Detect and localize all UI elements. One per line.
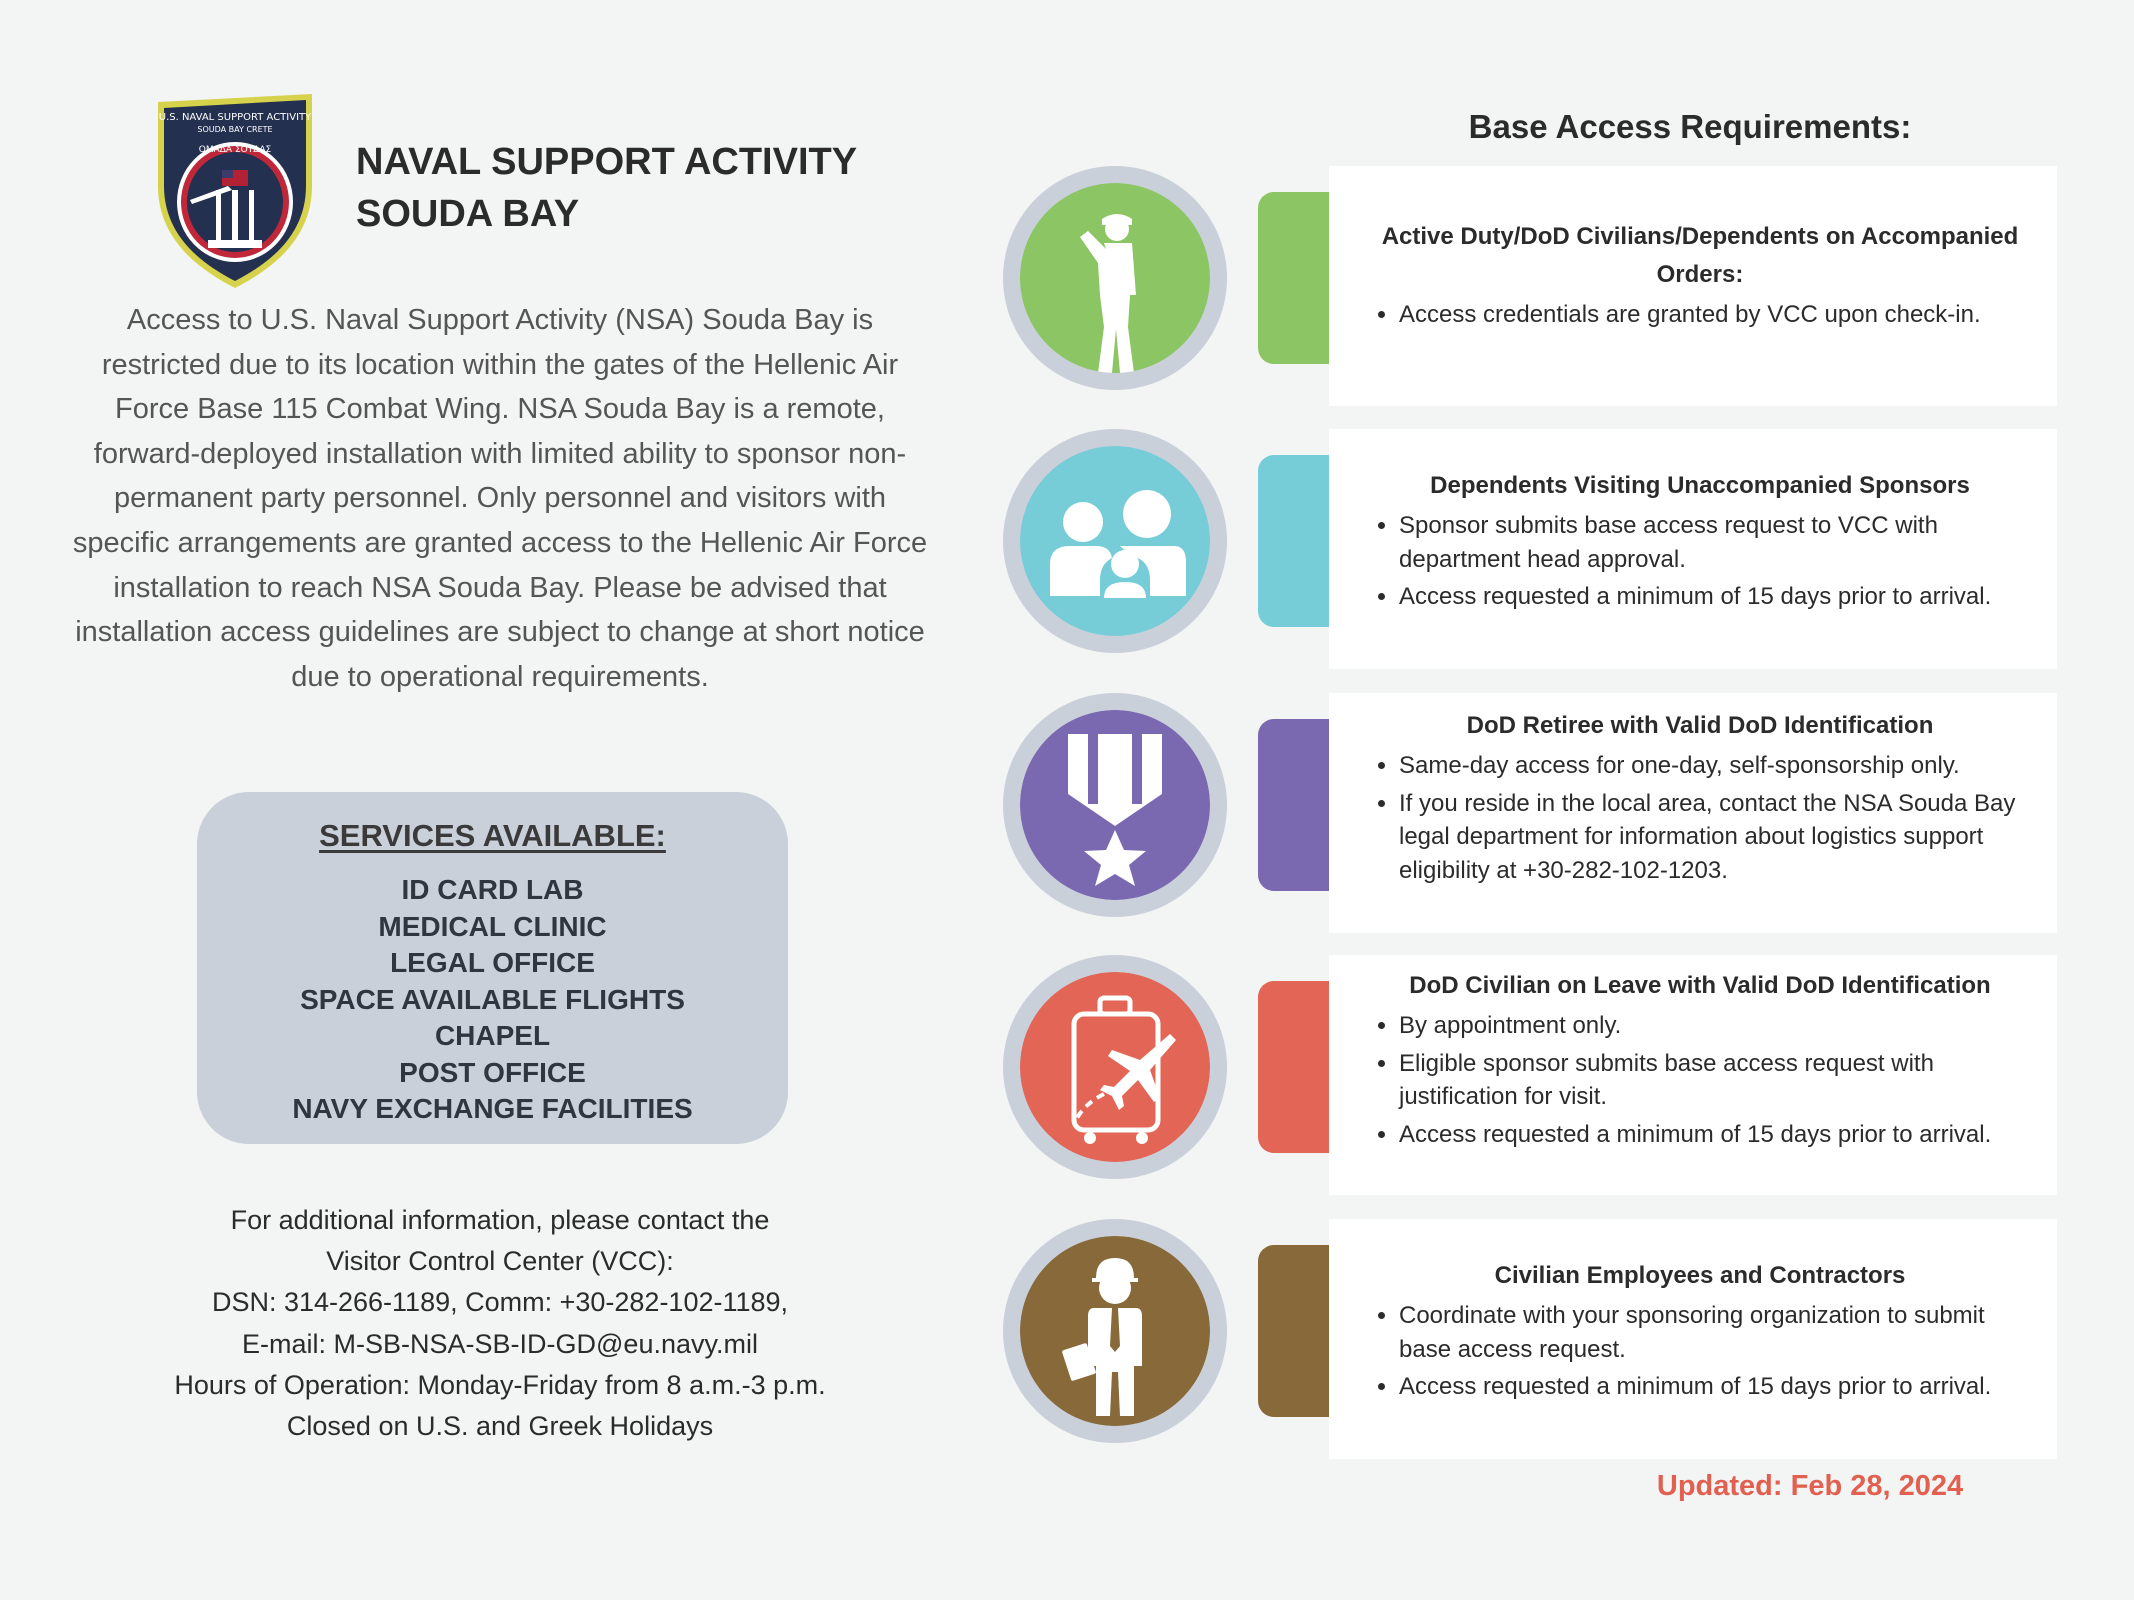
requirement-bullet: • Same-day access for one-day, self-sponsorship only. bbox=[1399, 749, 2037, 783]
requirement-bullet: • Access credentials are granted by VCC upon check-in. bbox=[1399, 298, 2037, 332]
requirement-row-active-duty bbox=[0, 166, 2134, 406]
requirement-card bbox=[1329, 693, 2057, 933]
contact-phone: DSN: 314-266-1189, Comm: +30-282-102-1189, bbox=[211, 1287, 789, 1318]
contact-closed: Closed on U.S. and Greek Holidays bbox=[286, 1411, 714, 1442]
service-item: NAVY EXCHANGE FACILITIES bbox=[292, 1093, 693, 1124]
requirement-bullet: • Coordinate with your sponsoring organization to submit base access request. bbox=[1399, 1299, 2037, 1366]
requirement-color-tab bbox=[1258, 455, 1330, 627]
requirement-card bbox=[1329, 955, 2057, 1195]
service-item: SPACE AVAILABLE FLIGHTS bbox=[300, 983, 685, 1015]
requirement-card bbox=[1329, 1219, 2057, 1459]
requirement-card bbox=[1329, 166, 2057, 406]
logo-top-text: U.S. NAVAL SUPPORT ACTIVITY bbox=[158, 112, 312, 123]
contact-line: Visitor Control Center (VCC): bbox=[326, 1246, 674, 1277]
requirement-bullet: • Access requested a minimum of 15 days prior to arrival. bbox=[1399, 1118, 2037, 1152]
service-item: POST OFFICE bbox=[399, 1056, 586, 1088]
requirement-icon-disc bbox=[1020, 183, 1210, 373]
updated-date: Updated: Feb 28, 2024 bbox=[1656, 1470, 1964, 1502]
service-item: ID CARD LAB bbox=[401, 874, 584, 905]
service-item: MEDICAL CLINIC bbox=[378, 910, 607, 942]
logo-greek-text: ΟΜΑΔΑ ΣΟΥΔΑΣ bbox=[198, 145, 272, 155]
page-title-line2: SOUDA BAY bbox=[356, 193, 580, 235]
requirement-icon-disc bbox=[1020, 446, 1210, 636]
requirement-title: Civilian Employees and Contractors bbox=[1494, 1262, 1906, 1289]
soldier-saluting-icon bbox=[1020, 183, 1210, 373]
requirement-bullet: • Access requested a minimum of 15 days prior to arrival. bbox=[1399, 1370, 2037, 1404]
requirement-bullet: • Sponsor submits base access request to VCC with department head approval. bbox=[1399, 509, 2037, 576]
logo-sub-text: SOUDA BAY CRETE bbox=[197, 125, 273, 134]
requirement-bullet: • If you reside in the local area, contact the NSA Souda Bay legal department for information about logistics support eligibility at +30-282-102-1203. bbox=[1399, 787, 2037, 888]
contractor-worker-icon bbox=[1020, 1236, 1210, 1426]
requirements-heading: Base Access Requirements: bbox=[1468, 108, 1912, 145]
services-heading: SERVICES AVAILABLE: bbox=[319, 818, 666, 853]
requirement-color-tab bbox=[1258, 1245, 1330, 1417]
luggage-plane-icon bbox=[1020, 972, 1210, 1162]
requirement-title: Active Duty/DoD Civilians/Dependents on Accompanied Orders: bbox=[1381, 223, 2019, 288]
requirement-row-contractors bbox=[0, 1219, 2134, 1459]
requirement-bullet: • Eligible sponsor submits base access request with justification for visit. bbox=[1399, 1047, 2037, 1114]
requirement-icon-disc bbox=[1020, 710, 1210, 900]
service-item: LEGAL OFFICE bbox=[390, 947, 595, 978]
contact-line: For additional information, please contact the bbox=[230, 1205, 770, 1235]
page-title-line1: NAVAL SUPPORT ACTIVITY bbox=[356, 141, 858, 183]
requirement-bullet: • By appointment only. bbox=[1399, 1009, 2037, 1043]
requirement-title: DoD Retiree with Valid DoD Identification bbox=[1466, 712, 1934, 739]
intro-paragraph: Access to U.S. Naval Support Activity (NSA) Souda Bay is restricted due to its location within the gates of the Hellenic Air Force Base 115 Combat Wing. NSA Souda Bay is a remote, forward-deployed installation with limited ability to sponsor non-permanent party personnel. Only personnel and visitors with specific arrangements are granted access to the Hellenic Air Force installation to reach NSA Souda Bay. Please be advised that installation access guidelines are subject to change at short notice due to operational requirements. bbox=[72, 304, 928, 693]
requirement-row-civilian-leave bbox=[0, 955, 2134, 1195]
medal-star-icon bbox=[1020, 710, 1210, 900]
service-item: CHAPEL bbox=[434, 1020, 551, 1051]
requirement-title: DoD Civilian on Leave with Valid DoD Identification bbox=[1409, 972, 1991, 999]
requirement-card bbox=[1329, 429, 2057, 669]
requirement-row-dependents bbox=[0, 429, 2134, 669]
requirement-icon-disc bbox=[1020, 1236, 1210, 1426]
contact-email: E-mail: M-SB-NSA-SB-ID-GD@eu.navy.mil bbox=[242, 1328, 758, 1359]
requirement-color-tab bbox=[1258, 719, 1330, 891]
icon-bg bbox=[1020, 446, 1210, 636]
contact-hours: Hours of Operation: Monday-Friday from 8 a.m.-3 p.m. bbox=[174, 1369, 826, 1400]
requirement-color-tab bbox=[1258, 981, 1330, 1153]
family-icon bbox=[1020, 446, 1210, 636]
requirement-title: Dependents Visiting Unaccompanied Sponsors bbox=[1430, 472, 1970, 499]
requirement-bullet: • Access requested a minimum of 15 days prior to arrival. bbox=[1399, 580, 2037, 614]
requirement-icon-disc bbox=[1020, 972, 1210, 1162]
requirement-color-tab bbox=[1258, 192, 1330, 364]
requirement-row-retiree bbox=[0, 693, 2134, 933]
